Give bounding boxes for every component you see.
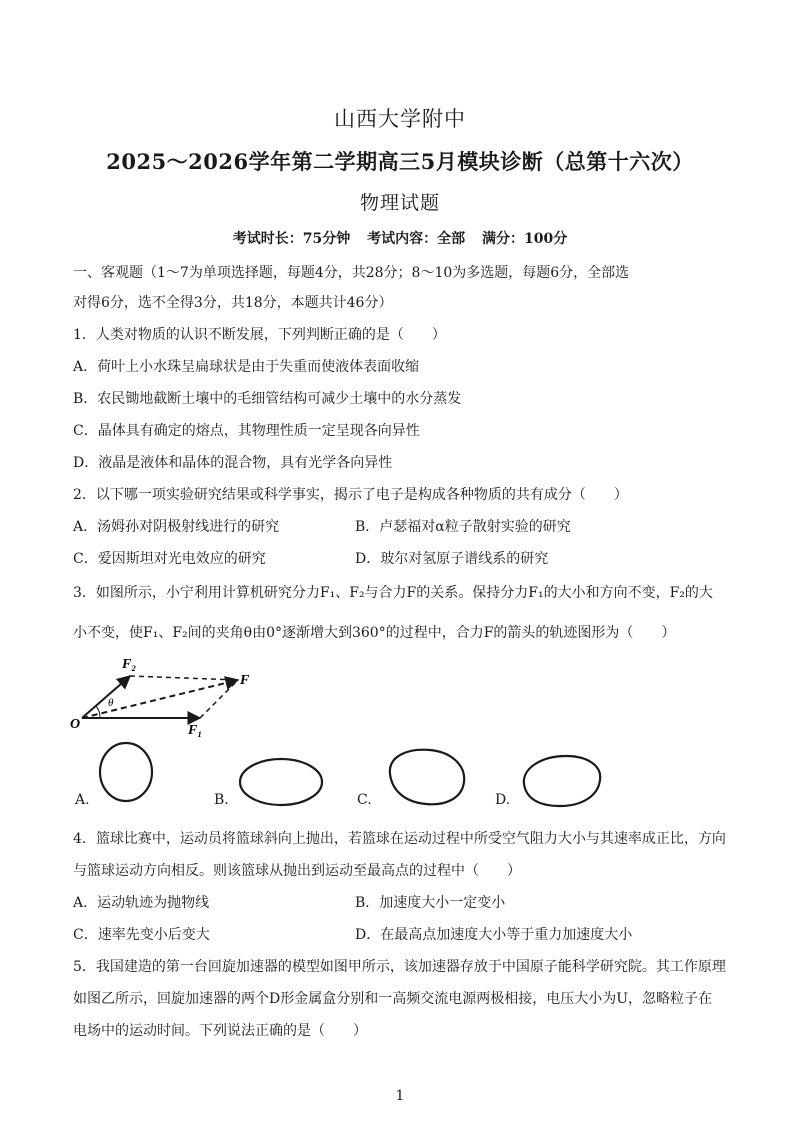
label-theta: θ bbox=[108, 697, 114, 709]
subject-title: 物理试题 bbox=[359, 192, 440, 214]
label-f: F bbox=[240, 673, 250, 688]
q4-option-a: A．运动轨迹为抛物线 bbox=[73, 895, 210, 911]
q5-stem-line1: 5．我国建造的第一台回旋加速器的模型如图甲所示，该加速器存放于中国原子能科学研究院。其工作原理 bbox=[73, 959, 726, 975]
q2-option-c: C．爱因斯坦对光电效应的研究 bbox=[73, 551, 266, 567]
section-heading-line1: 一、客观题（1～7为单项选择题，每题4分，共28分；8～10为多选题，每题6分，全部选 bbox=[73, 265, 630, 281]
q2-option-d: D．玻尔对氢原子谱线系的研究 bbox=[355, 551, 549, 567]
q1-option-d: D．液晶是液体和晶体的混合物，具有光学各向异性 bbox=[73, 455, 393, 471]
q3-stem-line2: 小不变，使F₁、F₂间的夹角θ由0°逐渐增大到360°的过程中，合力F的箭头的轨迹图形为（ ） bbox=[73, 625, 676, 641]
exam-scope: 考试内容：全部 bbox=[367, 231, 466, 247]
q3-choice-d-label: D. bbox=[495, 792, 511, 808]
label-f2: F₂ bbox=[122, 657, 137, 672]
label-o: O bbox=[70, 717, 81, 732]
q4-stem-line1: 4．篮球比赛中，运动员将篮球斜向上抛出，若篮球在运动过程中所受空气阻力大小与其速率成正比，方向 bbox=[73, 831, 726, 847]
q5-stem-line3: 电场中的运动时间。下列说法正确的是（ ） bbox=[73, 1023, 367, 1039]
section-heading-line2: 对得6分，选不全得3分，共18分，本题共计46分） bbox=[73, 295, 393, 311]
exam-meta bbox=[0, 228, 800, 248]
q1-option-a: A．荷叶上小水珠呈扁球状是由于失重而使液体表面收缩 bbox=[73, 359, 420, 375]
force-diagram bbox=[70, 648, 270, 738]
q3-choice-b-ellipse bbox=[236, 755, 326, 809]
q4-stem-line2: 与篮球运动方向相反。则该篮球从抛出到运动至最高点的过程中（ ） bbox=[73, 863, 521, 879]
parallelogram-right-edge bbox=[200, 680, 238, 718]
q3-choice-c-label: C. bbox=[357, 792, 372, 808]
q4-option-b: B．加速度大小一定变小 bbox=[355, 895, 506, 911]
q5-stem-line2: 如图乙所示，回旋加速器的两个D形金属盒分别和一高频交流电源两极相接，电压大小为U，忽略粒子在 bbox=[73, 991, 713, 1007]
q3-choice-d-egg-shape bbox=[518, 750, 606, 810]
label-f1: F₁ bbox=[188, 723, 203, 738]
q3-choice-b-label: B. bbox=[214, 792, 229, 808]
page-number: 1 bbox=[395, 1088, 405, 1104]
parallelogram-top-edge bbox=[130, 676, 238, 680]
q1-stem: 1．人类对物质的认识不断发展，下列判断正确的是（ ） bbox=[73, 327, 446, 343]
q4-option-d: D．在最高点加速度大小等于重力加速度大小 bbox=[355, 927, 633, 943]
q1-option-c: C．晶体具有确定的熔点，其物理性质一定呈现各向异性 bbox=[73, 423, 420, 439]
q2-stem: 2．以下哪一项实验研究结果或科学事实，揭示了电子是构成各种物质的共有成分（ ） bbox=[73, 487, 628, 503]
q3-choice-a-label: A. bbox=[75, 792, 90, 808]
q3-choice-a-circle bbox=[96, 740, 156, 804]
angle-arc bbox=[96, 706, 100, 718]
resultant-f-vector bbox=[82, 680, 238, 718]
q2-option-a: A．汤姆孙对阴极射线进行的研究 bbox=[73, 519, 280, 535]
exam-title: 2025～2026学年第二学期高三5月模块诊断（总第十六次） bbox=[106, 149, 694, 174]
q4-option-c: C．速率先变小后变大 bbox=[73, 927, 210, 943]
exam-score: 满分：100分 bbox=[482, 231, 568, 247]
exam-time: 考试时长：75分钟 bbox=[232, 231, 351, 247]
q3-stem-line1: 3．如图所示，小宁利用计算机研究分力F₁、F₂与合力F的关系。保持分力F₁的大小和方向不变，F₂的大 bbox=[73, 585, 713, 601]
q3-choice-c-egg-shape bbox=[380, 744, 470, 810]
q1-option-b: B．农民锄地截断土壤中的毛细管结构可减少土壤中的水分蒸发 bbox=[73, 391, 462, 407]
school-name: 山西大学附中 bbox=[334, 107, 466, 131]
q2-option-b: B．卢瑟福对α粒子散射实验的研究 bbox=[355, 519, 571, 535]
